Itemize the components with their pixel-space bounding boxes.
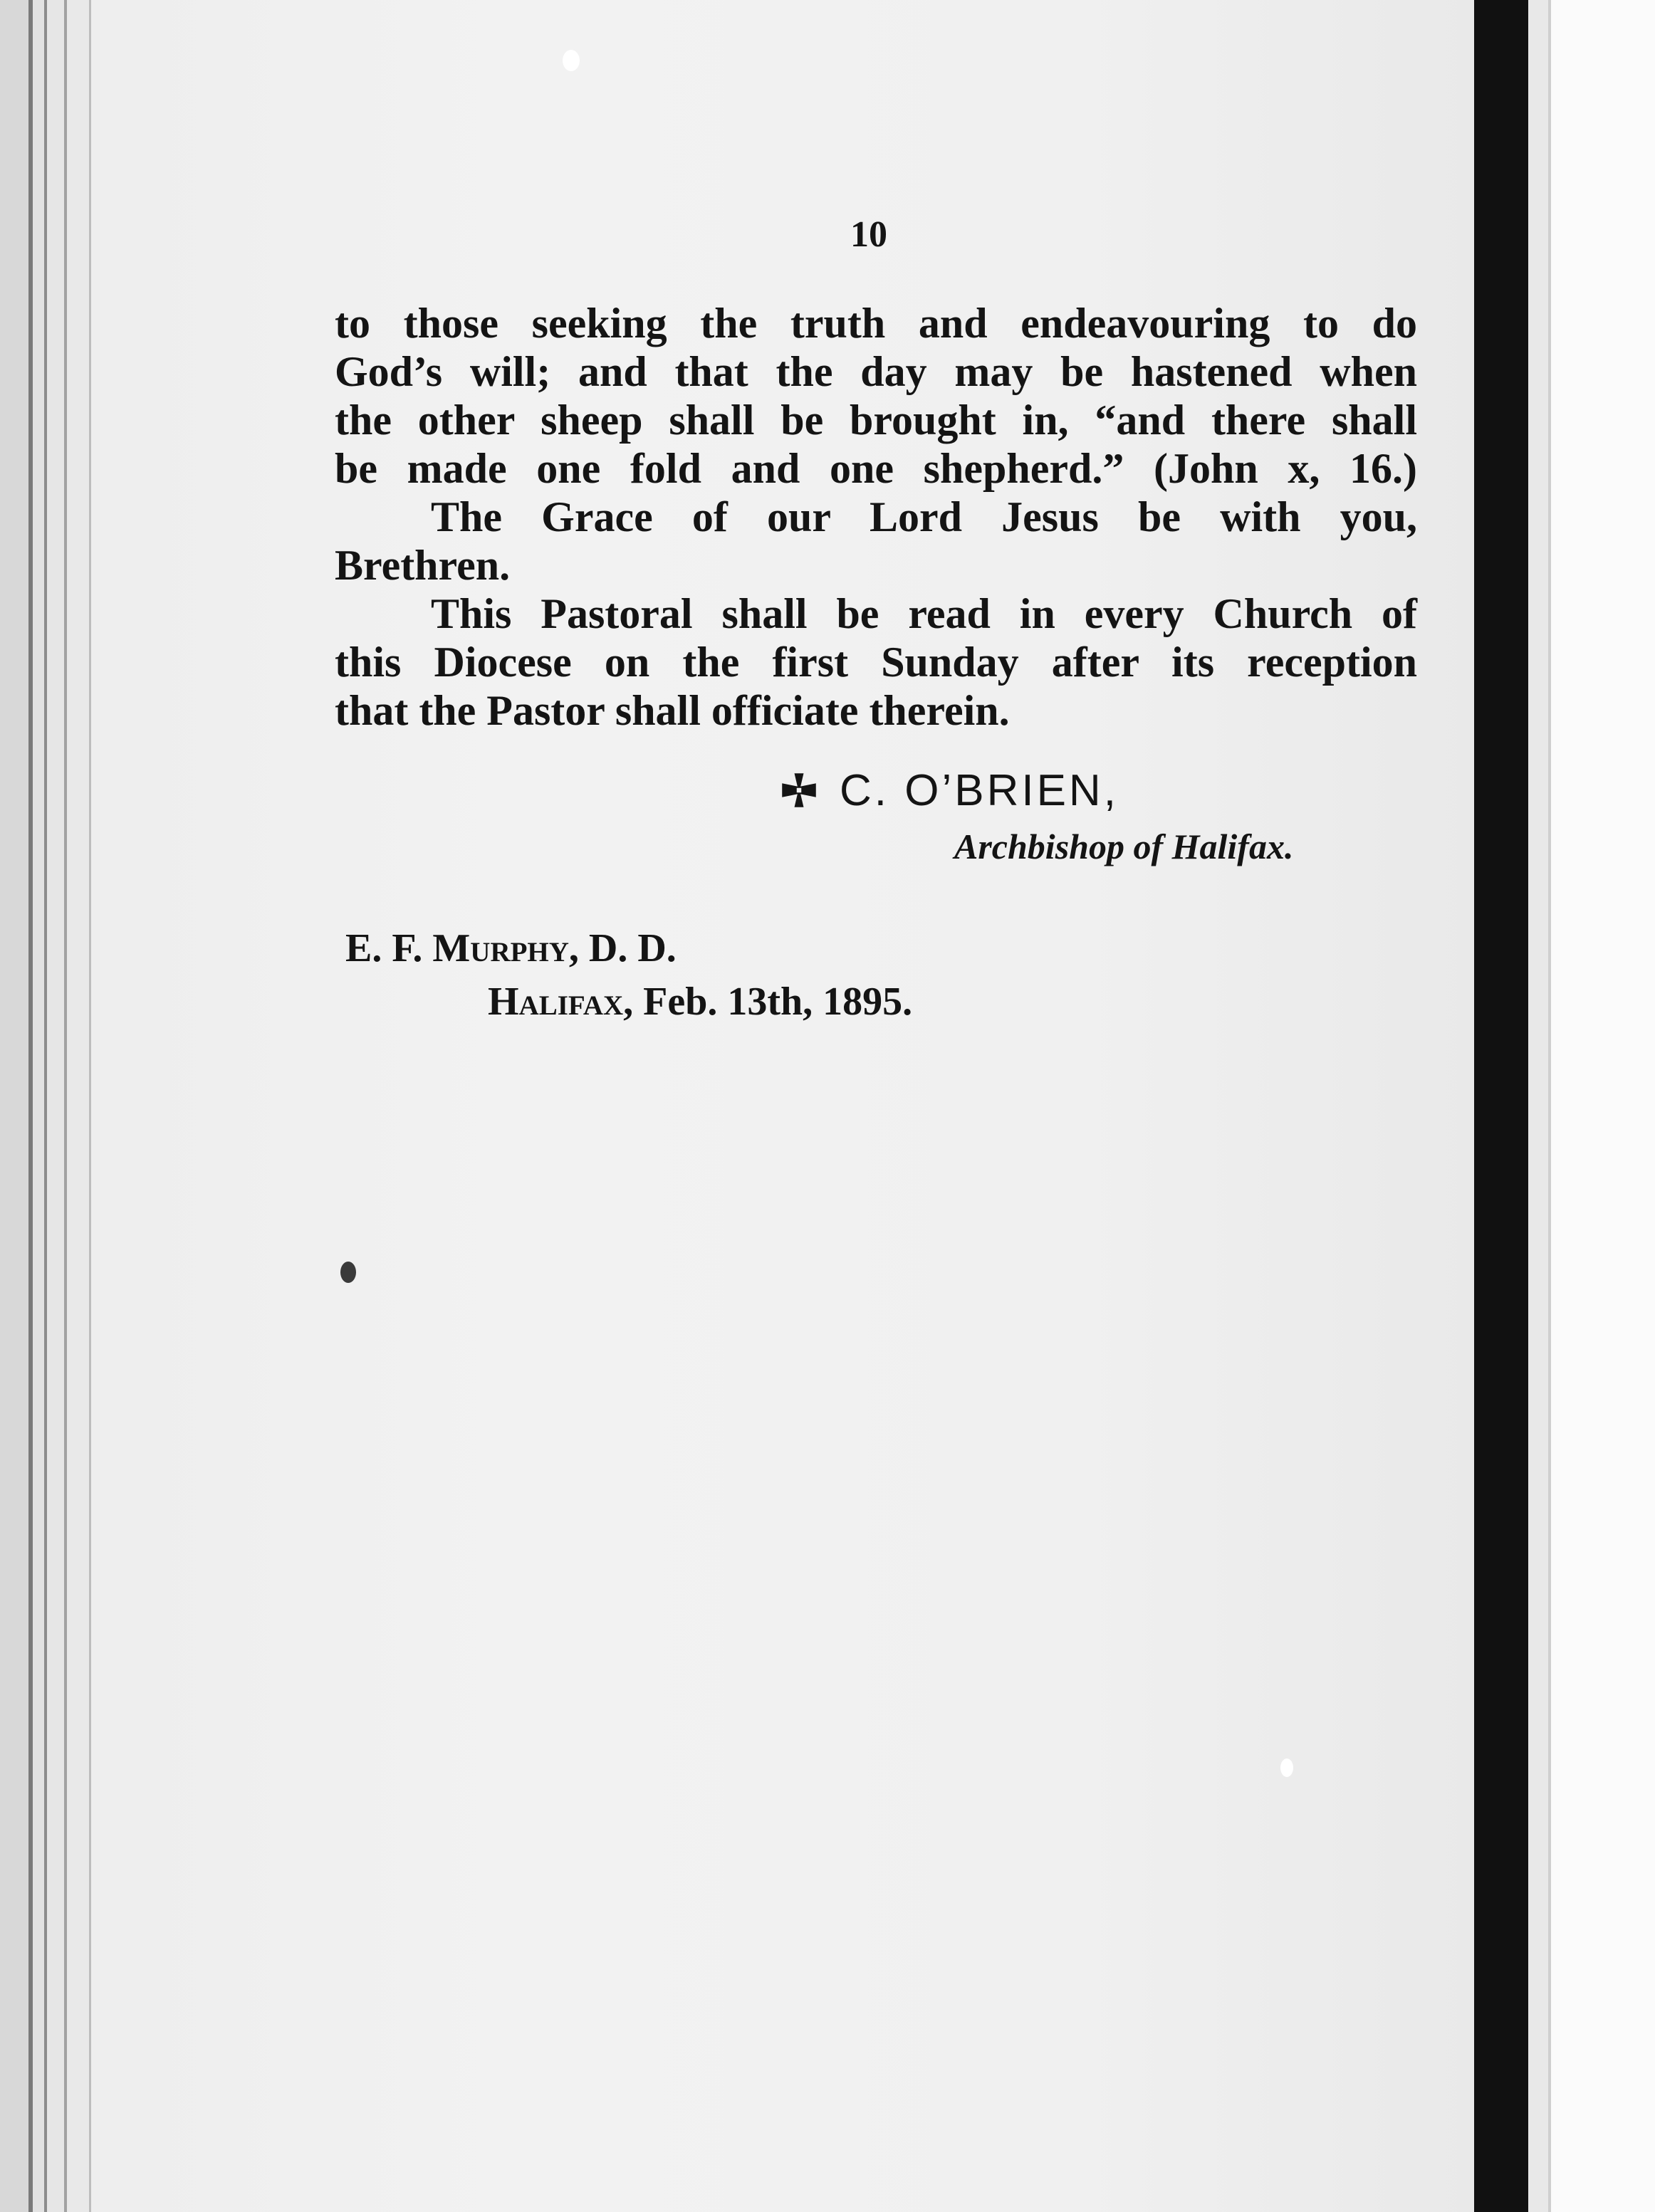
text-line: this Diocese on the first Sunday after its reception bbox=[335, 639, 1417, 686]
facing-page-edge bbox=[1548, 0, 1655, 2212]
paragraph-blessing bbox=[335, 493, 1417, 589]
maltese-cross-icon bbox=[780, 771, 818, 809]
signatory-title: Archbishop of Halifax. bbox=[954, 827, 1294, 866]
paragraph-closing-prayer bbox=[335, 299, 1417, 493]
text-line: to those seeking the truth and endeavouring to do bbox=[335, 300, 1417, 347]
text-line: The Grace of our Lord Jesus be with you, bbox=[431, 493, 1417, 540]
text-line: that the Pastor shall officiate therein. bbox=[335, 687, 1010, 734]
signature-line bbox=[780, 765, 1119, 816]
dateline bbox=[488, 979, 912, 1024]
text-line: Brethren. bbox=[335, 542, 511, 589]
ink-speck bbox=[340, 1262, 356, 1283]
text-line: God’s will; and that the day may be hastened when bbox=[335, 348, 1417, 395]
dateline-place: Halifax, bbox=[488, 980, 634, 1024]
signatory-name: C. O’BRIEN, bbox=[840, 766, 1119, 815]
text-line: the other sheep shall be brought in, “and there shall bbox=[335, 397, 1417, 444]
page-number: 10 bbox=[850, 214, 887, 255]
text-line: This Pastoral shall be read in every Church of bbox=[431, 590, 1417, 637]
page-stack-edge bbox=[0, 0, 121, 2212]
ink-speck bbox=[563, 50, 580, 71]
facing-page-strip bbox=[1528, 0, 1548, 2212]
ink-speck bbox=[1280, 1758, 1293, 1777]
dateline-date: Feb. 13th, 1895. bbox=[643, 980, 913, 1024]
binding-gutter bbox=[1474, 0, 1528, 2212]
secretary-name: E. F. Murphy, D. D. bbox=[345, 926, 677, 970]
paragraph-reading-instruction bbox=[335, 589, 1417, 735]
body-text bbox=[335, 299, 1417, 735]
text-line: be made one fold and one shepherd.” (John x, 16.) bbox=[335, 445, 1417, 492]
